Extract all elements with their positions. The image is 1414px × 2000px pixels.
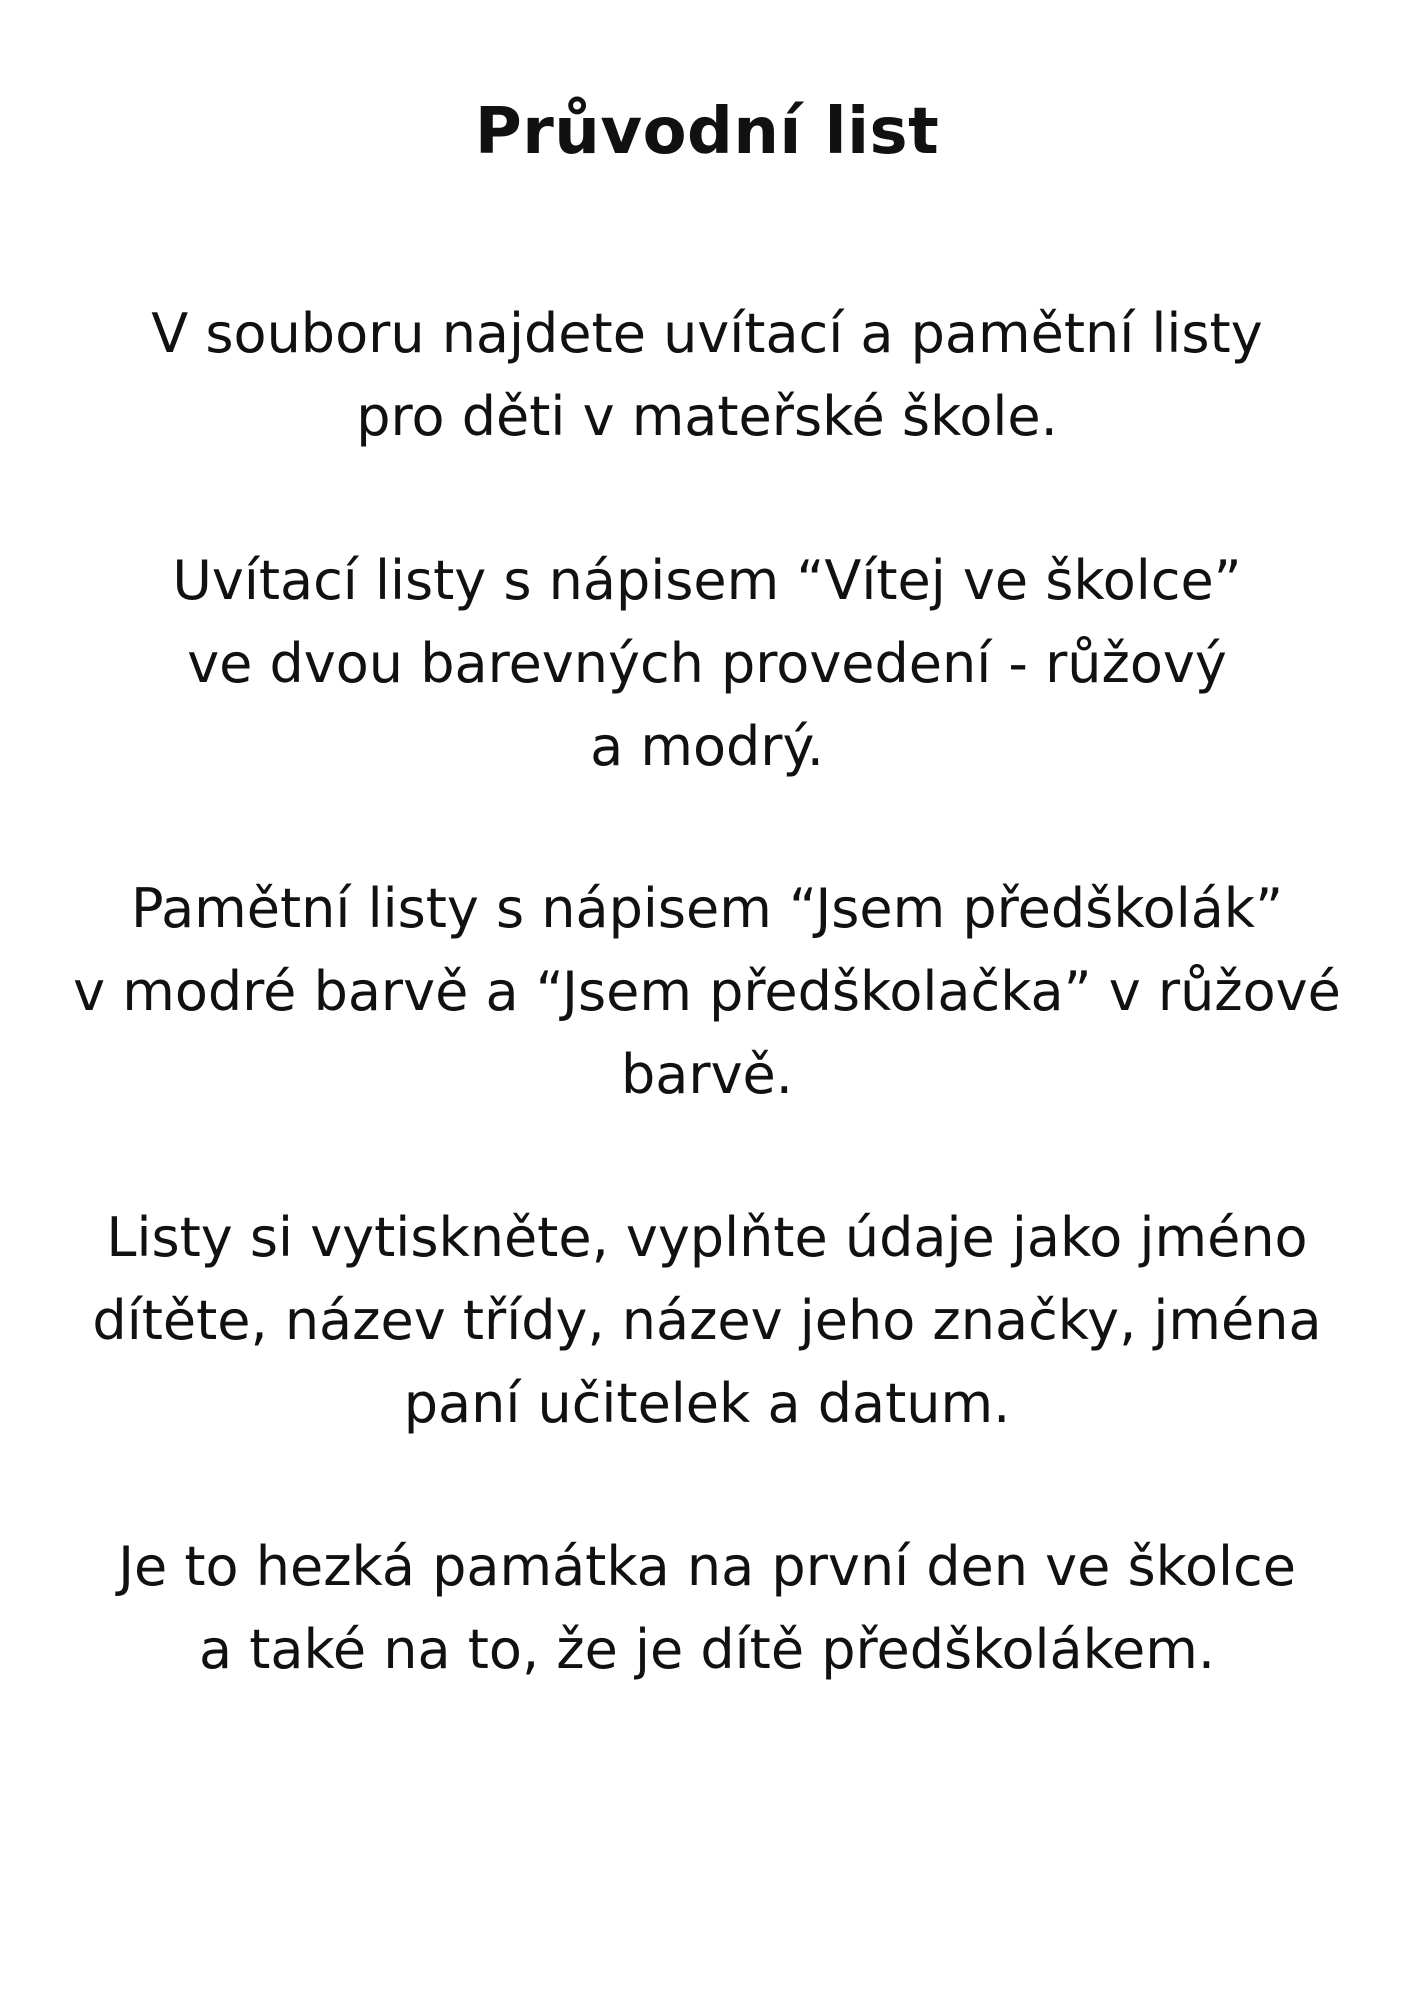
text-line: paní učitelek a datum. bbox=[403, 1372, 1011, 1435]
paragraph-welcome-sheets bbox=[0, 539, 1414, 788]
paragraph-intro bbox=[0, 292, 1414, 458]
text-line: Pamětní listy s nápisem “Jsem předškolák” bbox=[130, 877, 1284, 940]
text-line: ve dvou barevných provedení - růžový bbox=[187, 632, 1227, 695]
document-title: Průvodní list bbox=[474, 95, 940, 169]
text-line: a také na to, že je dítě předškolákem. bbox=[199, 1618, 1215, 1681]
text-line: a modrý. bbox=[590, 715, 824, 778]
text-line: v modré barvě a “Jsem předškolačka” v růžové bbox=[73, 960, 1341, 1023]
text-line: Listy si vytiskněte, vyplňte údaje jako jméno bbox=[106, 1206, 1308, 1269]
paragraph-instructions bbox=[0, 1196, 1414, 1445]
text-line: pro děti v mateřské škole. bbox=[356, 385, 1058, 448]
paragraph-memorial-sheets bbox=[0, 867, 1414, 1116]
text-line: Je to hezká památka na první den ve školce bbox=[118, 1535, 1296, 1598]
text-line: Uvítací listy s nápisem “Vítej ve školce” bbox=[172, 549, 1242, 612]
paragraph-closing bbox=[0, 1525, 1414, 1691]
text-line: dítěte, název třídy, název jeho značky, jména bbox=[92, 1289, 1322, 1352]
text-line: barvě. bbox=[621, 1043, 793, 1106]
text-line: V souboru najdete uvítací a pamětní listy bbox=[151, 302, 1263, 365]
